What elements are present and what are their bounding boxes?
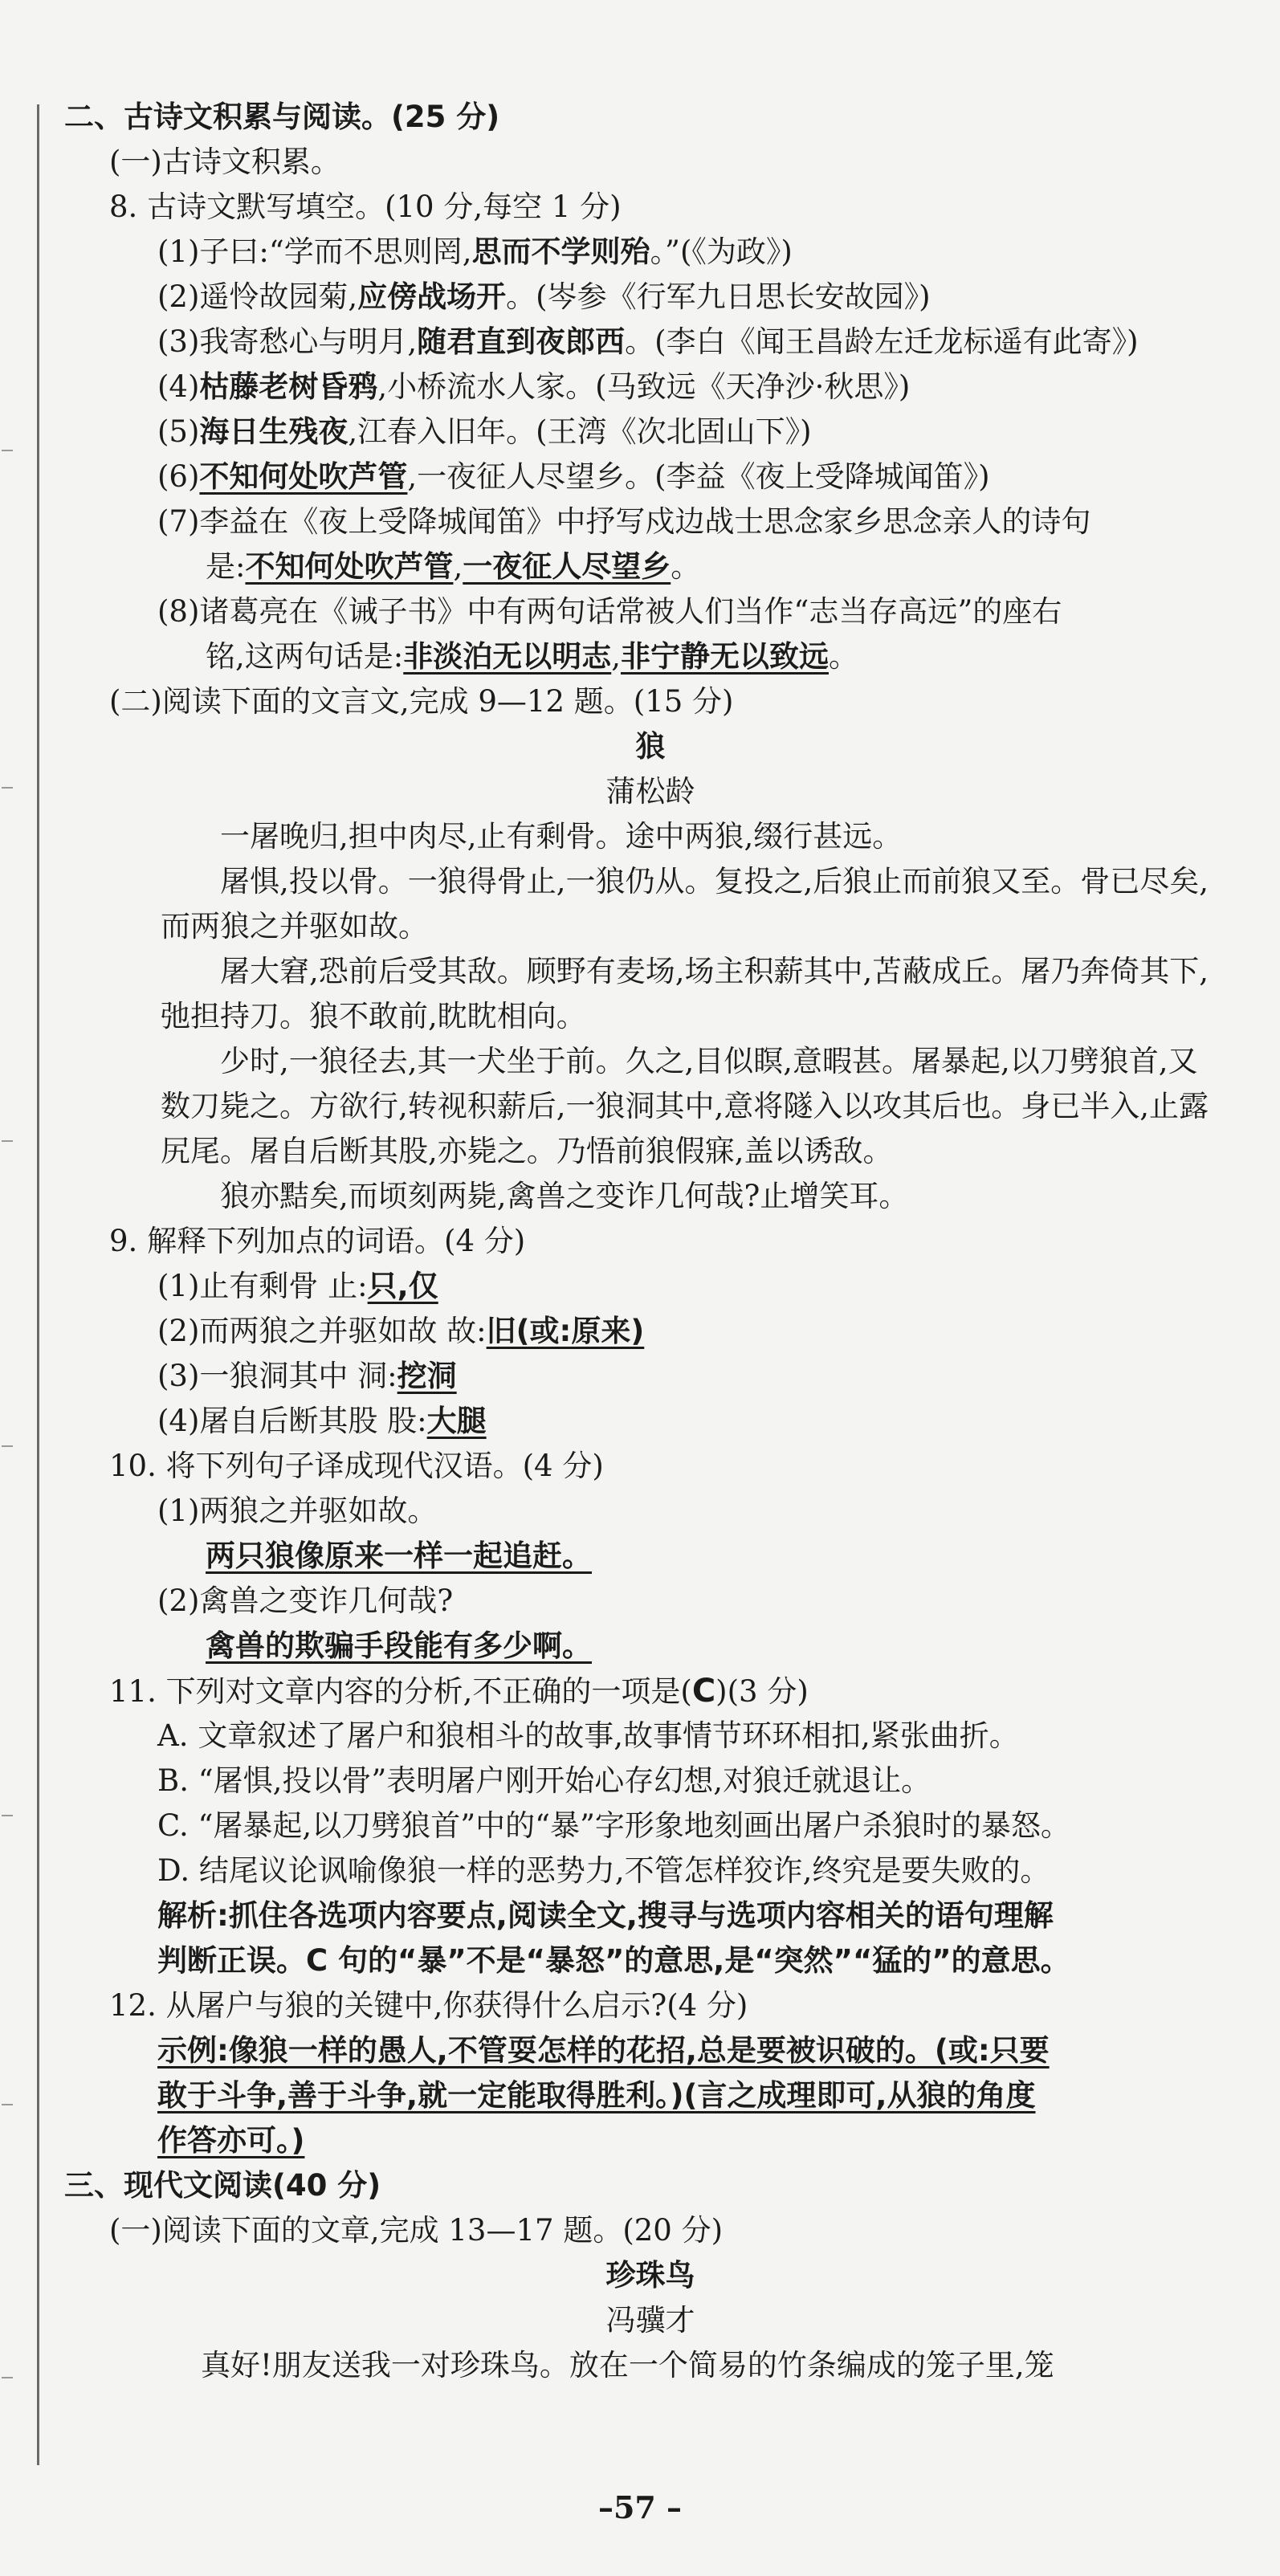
q8-item-7-answer: 是:不知何处吹芦管,一夜征人尽望乡。 — [206, 549, 701, 584]
q11-option-d: D. 结尾议论讽喻像狼一样的恶势力,不管怎样狡诈,终究是要失败的。 — [157, 1853, 1050, 1888]
q11-stem: 11. 下列对文章内容的分析,不正确的一项是(C)(3 分) — [109, 1673, 809, 1710]
answer: 非宁静无以致远 — [621, 639, 829, 674]
q8-item-8: (8)诸葛亮在《诫子书》中有两句话常被人们当作“志当存高远”的座右 — [157, 594, 1062, 629]
q8-stem: 8. 古诗文默写填空。(10 分,每空 1 分) — [109, 190, 622, 224]
answer: 作答亦可。) — [157, 2123, 305, 2158]
paragraph: 狼亦黠矣,而顷刻两毙,禽兽之变诈几何哉?止增笑耳。 — [220, 1179, 909, 1213]
q12-answer-1 — [64, 2028, 1237, 2073]
answer: 思而不学则殆 — [471, 234, 650, 269]
q9-item-1: (1)止有剩骨 止:只,仅 — [157, 1269, 438, 1303]
q12-answer-2 — [64, 2073, 1237, 2118]
paragraph: 屠大窘,恐前后受其敌。顾野有麦场,场主积薪其中,苫蔽成丘。屠乃奔倚其下,弛担持刀。狼不敢前,眈眈相向。 — [161, 954, 1209, 1033]
answer: C — [691, 1673, 716, 1710]
q10-answer-1 — [64, 1534, 1237, 1579]
modern-text-first-line: 真好!朋友送我一对珍珠鸟。放在一个简易的竹条编成的笼子里,笼 — [201, 2348, 1054, 2382]
q11-analysis-1: 解析:抓住各选项内容要点,阅读全文,搜寻与选项内容相关的语句理解 — [157, 1898, 1054, 1933]
answer: 非淡泊无以明志 — [403, 639, 612, 674]
part2-heading: (二)阅读下面的文言文,完成 9—12 题。(15 分) — [109, 684, 734, 719]
q11-option-b: B. “屠惧,投以骨”表明屠户刚开始心存幻想,对狼迁就退让。 — [157, 1763, 931, 1798]
q8-item-2: (2)遥怜故园菊,应傍战场开。(岑参《行军九日思长安故园》) — [157, 279, 931, 314]
paragraph: 一屠晚归,担中肉尽,止有剩骨。途中两狼,缀行甚远。 — [220, 819, 903, 854]
answer: 禽兽的欺骗手段能有多少啊。 — [206, 1628, 592, 1663]
answer: 两只狼像原来一样一起追赶。 — [206, 1539, 592, 1573]
classical-text — [64, 814, 1221, 1219]
page-number: –57 – — [597, 2489, 683, 2525]
q9-item-4: (4)屠自后断其股 股:大腿 — [157, 1404, 487, 1438]
q12-stem: 12. 从屠户与狼的关键中,你获得什么启示?(4 分) — [109, 1988, 748, 2023]
text-author: 冯骥才 — [605, 2303, 695, 2338]
answer: 敢于斗争,善于斗争,就一定能取得胜利。)(言之成理即可,从狼的角度 — [157, 2078, 1036, 2113]
q8-item-7: (7)李益在《夜上受降城闻笛》中抒写戍边战士思念家乡思念亲人的诗句 — [157, 504, 1091, 539]
q8-item-8-answer: 铭,这两句话是:非淡泊无以明志,非宁静无以致远。 — [206, 639, 858, 674]
q11-option-c: C. “屠暴起,以刀劈狼首”中的“暴”字形象地刻画出屠户杀狼时的暴怒。 — [157, 1808, 1070, 1843]
exam-page — [64, 95, 1237, 2388]
text-title: 狼 — [635, 729, 666, 764]
section3-heading: 三、现代文阅读(40 分) — [64, 2168, 381, 2203]
q9-item-2: (2)而两狼之并驱如故 故:旧(或:原来) — [157, 1314, 645, 1348]
q11-analysis-2: 判断正误。C 句的“暴”不是“暴怒”的意思,是“突然”“猛的”的意思。 — [157, 1943, 1070, 1978]
q10-answer-2 — [64, 1624, 1237, 1669]
q11-option-a: A. 文章叙述了屠户和狼相斗的故事,故事情节环环相扣,紧张曲折。 — [157, 1718, 1019, 1753]
q10-sentence-1: (1)两狼之并驱如故。 — [157, 1494, 438, 1528]
part1-heading: (一)古诗文积累。 — [109, 145, 340, 179]
answer: 枯藤老树昏鸦 — [199, 369, 378, 404]
answer: 不知何处吹芦管 — [199, 459, 408, 494]
q10-sentence-2: (2)禽兽之变诈几何哉? — [157, 1584, 454, 1618]
binding-line — [37, 104, 39, 2465]
paragraph: 屠惧,投以骨。一狼得骨止,一狼仍从。复投之,后狼止而前狼又至。骨已尽矣,而两狼之并驱如故。 — [161, 864, 1209, 944]
q8-item-6: (6)不知何处吹芦管,一夜征人尽望乡。(李益《夜上受降城闻笛》) — [157, 459, 990, 494]
answer: 海日生残夜 — [199, 414, 349, 449]
answer: 旧(或:原来) — [486, 1314, 645, 1348]
q8-item-3: (3)我寄愁心与明月,随君直到夜郎西。(李白《闻王昌龄左迁龙标遥有此寄》) — [157, 324, 1139, 359]
section2-heading: 二、古诗文积累与阅读。(25 分) — [64, 100, 500, 134]
text-author: 蒲松龄 — [605, 774, 695, 809]
answer: 随君直到夜郎西 — [417, 324, 626, 359]
text-title: 珍珠鸟 — [605, 2258, 695, 2293]
margin-marks — [0, 450, 19, 2441]
q8-item-5: (5)海日生残夜,江春入旧年。(王湾《次北固山下》) — [157, 414, 812, 449]
answer: 挖洞 — [397, 1359, 457, 1393]
q8-item-1: (1)子曰:“学而不思则罔,思而不学则殆。”(《为政》) — [157, 234, 793, 269]
answer: 大腿 — [426, 1404, 487, 1438]
answer: 只,仅 — [367, 1269, 438, 1303]
paragraph: 少时,一狼径去,其一犬坐于前。久之,目似瞑,意暇甚。屠暴起,以刀劈狼首,又数刀毙之。方欲行,转视积薪后,一狼洞其中,意将隧入以攻其后也。身已半入,止露尻尾。屠自后断其股,亦毙之。乃悟前狼假寐,盖以诱敌。 — [161, 1044, 1209, 1168]
q8-item-4: (4)枯藤老树昏鸦,小桥流水人家。(马致远《天净沙·秋思》) — [157, 369, 911, 404]
section3-part1: (一)阅读下面的文章,完成 13—17 题。(20 分) — [109, 2213, 724, 2248]
q9-stem: 9. 解释下列加点的词语。(4 分) — [109, 1224, 526, 1258]
q12-answer-3 — [64, 2118, 1237, 2163]
q9-item-3: (3)一狼洞其中 洞:挖洞 — [157, 1359, 457, 1393]
answer: 示例:像狼一样的愚人,不管耍怎样的花招,总是要被识破的。(或:只要 — [157, 2033, 1050, 2068]
answer: 一夜征人尽望乡 — [463, 549, 671, 584]
answer: 应傍战场开 — [357, 279, 507, 314]
answer: 不知何处吹芦管 — [245, 549, 454, 584]
q10-stem: 10. 将下列句子译成现代汉语。(4 分) — [109, 1449, 604, 1483]
